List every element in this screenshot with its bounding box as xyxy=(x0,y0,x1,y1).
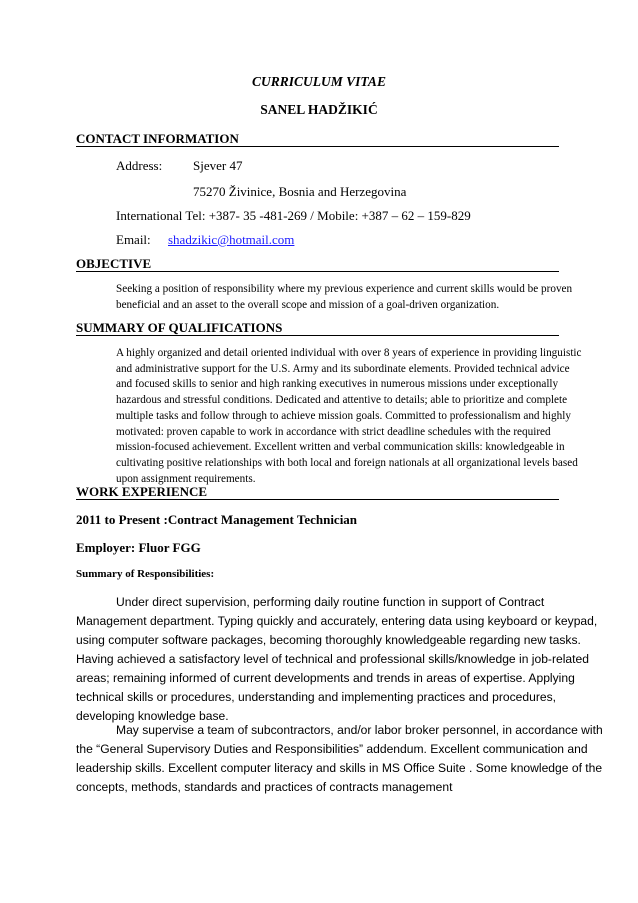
objective-line: beneficial and an asset to the overall scope and mission of a goal-driven organization. xyxy=(116,298,500,311)
employer: Employer: Fluor FGG xyxy=(76,540,201,555)
document-title: CURRICULUM VITAE xyxy=(252,74,386,89)
paragraph-line: Having achieved a satisfactory level of technical and professional skills/knowledge in job-related xyxy=(76,652,589,666)
paragraph-line: Management department. Typing quickly and accurately, entering data using keyboard or keypad, xyxy=(76,614,598,628)
paragraph-line: developing knowledge base. xyxy=(76,709,229,723)
responsibilities-paragraph-2 xyxy=(76,722,603,802)
paragraph-line: areas; remaining informed of current developments and trends in areas of expertise. Applying xyxy=(76,671,575,685)
address-label: Address: xyxy=(116,158,163,173)
experience-heading: WORK EXPERIENCE xyxy=(76,484,559,500)
qualifications-line: and focused skills to senior and high ranking executives in numerous missions under exceptionally xyxy=(116,378,559,391)
paragraph-line: the “General Supervisory Duties and Responsibilities” addendum. Excellent communication and xyxy=(76,742,588,756)
qualifications-line: motivated: proven capable to work in accordance with strict deadline schedules with the required xyxy=(116,425,551,438)
paragraph-line: Under direct supervision, performing daily routine function in support of Contract xyxy=(116,595,545,609)
objective-line: Seeking a position of responsibility where my previous experience and current skills would be proven xyxy=(116,283,573,295)
paragraph-line: leadership skills. Excellent computer literacy and skills in MS Office Suite . Some knowledge of the xyxy=(76,761,603,775)
qualifications-line: upon assignment requirements. xyxy=(116,472,256,485)
qualifications-text xyxy=(116,346,582,487)
qualifications-line: mission-focused achievement. Excellent written and verbal communication skills: knowledgeable in xyxy=(116,441,565,454)
qualifications-heading: SUMMARY OF QUALIFICATIONS xyxy=(76,320,559,336)
paragraph-line: May supervise a team of subcontractors, and/or labor broker personnel, in accordance with xyxy=(116,723,603,737)
responsibilities-paragraph-1 xyxy=(76,594,598,723)
paragraph-line: using computer software packages, becoming thoroughly knowledgeable regarding new tasks. xyxy=(76,633,581,647)
address-line-2: 75270 Živinice, Bosnia and Herzegovina xyxy=(193,184,407,199)
paragraph-line: technical skills or procedures, understanding and implementing practices and procedures, xyxy=(76,690,556,704)
phone-numbers: International Tel: +387- 35 -481-269 / Mobile: +387 – 62 – 159-829 xyxy=(116,208,471,223)
qualifications-line: hazardous and stressful conditions. Dedicated and attentive to details; able to prioritize and complete xyxy=(116,394,568,407)
qualifications-line: multiple tasks and follow through to achieve mission goals. Committed to professionalism and highly xyxy=(116,409,571,422)
qualifications-line: cultivating positive relationships with both local and foreign nationals at all organizational levels based xyxy=(116,456,578,469)
address-line-1: Sjever 47 xyxy=(193,158,243,173)
email-link[interactable]: shadzikic@hotmail.com xyxy=(168,232,295,247)
paragraph-line: concepts, methods, standards and practices of contracts management xyxy=(76,780,453,794)
candidate-name: SANEL HADŽIKIĆ xyxy=(260,102,378,117)
qualifications-line: and administrative support for the U.S. Army and its subordinate elements. Provided technical advice xyxy=(116,362,570,375)
responsibilities-heading: Summary of Responsibilities: xyxy=(76,568,215,580)
contact-heading: CONTACT INFORMATION xyxy=(76,131,559,147)
job-period: 2011 to Present :Contract Management Technician xyxy=(76,512,358,527)
qualifications-line: A highly organized and detail oriented individual with over 8 years of experience in providing linguistic xyxy=(116,347,582,359)
objective-heading: OBJECTIVE xyxy=(76,256,559,272)
email-label: Email: xyxy=(116,232,151,247)
objective-text xyxy=(116,282,572,313)
